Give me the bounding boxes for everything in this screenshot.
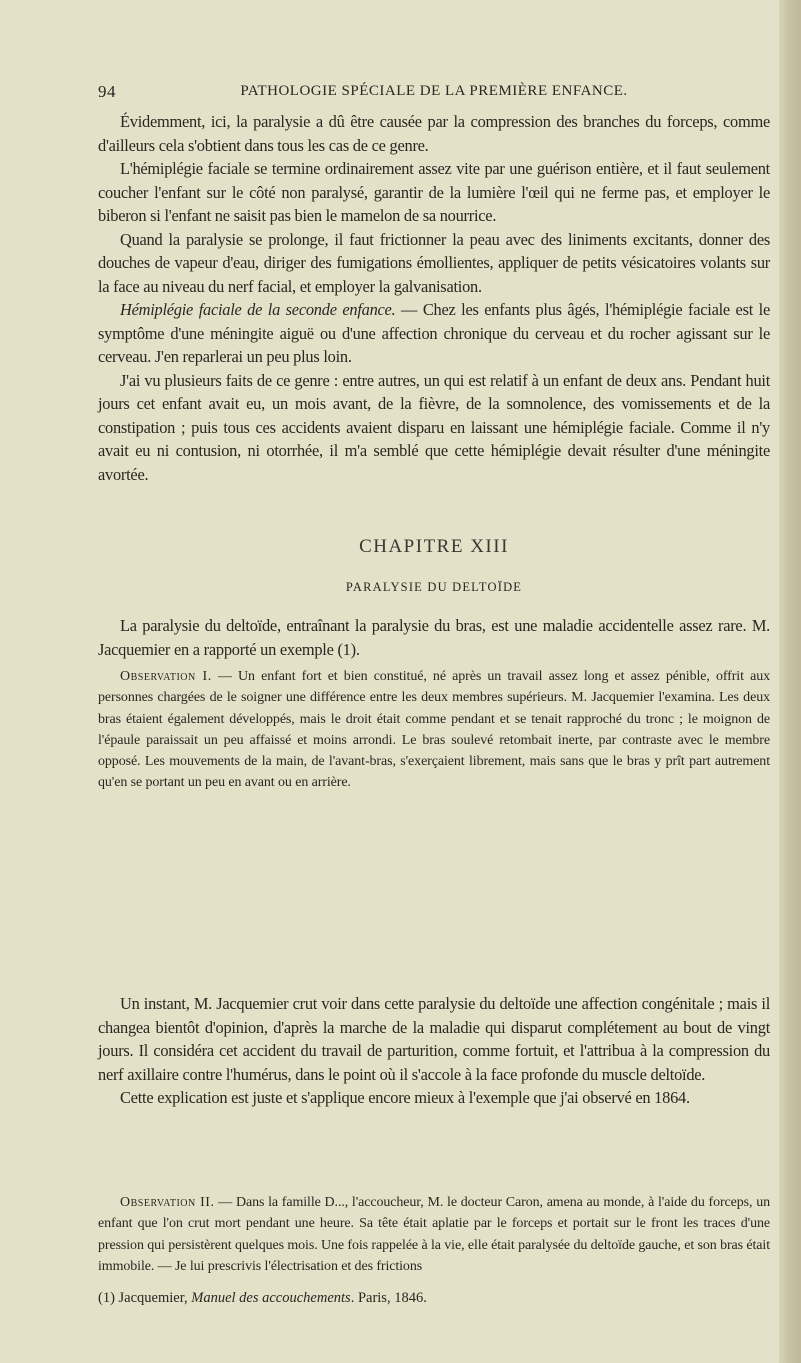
paragraph: Quand la paralysie se prolonge, il faut frictionner la peau avec des liniments excitants, donner des douches de vapeur d'eau, diriger des fumigations émollientes, appliquer de petits vésicatoires volants sur la face au niveau du nerf facial, et employer la galvanisation.	[98, 229, 770, 296]
section-heading: Hémiplégie faciale de la seconde enfance.	[120, 300, 396, 319]
chapter-title: CHAPITRE XIII	[359, 536, 509, 557]
observation-1: Observation I. — Un enfant fort et bien constitué, né après un travail assez long et assez pénible, offrit aux personnes chargées de le soigner une différence entre les deux membres supérieurs. M. Jacquemier l'examina. Les deux bras étaient également développés, mais le droit était comme pendant et se tenait rapproché du tronc ; le moignon de l'épaule paraissait un peu affaissé et moins arrondi. Le bras soulevé retombait inerte, par contraste avec le membre opposé. Les mouvements de la main, de l'avant-bras, s'exerçaient librement, mais sans que le bras y prît part autrement qu'en se portant un peu en avant ou en arrière.	[98, 669, 770, 791]
paragraph: Évidemment, ici, la paralysie a dû être causée par la compression des branches du forceps, comme d'ailleurs cela s'obtient dans tous les cas de ce genre.	[98, 112, 770, 155]
top-paragraphs	[98, 110, 770, 486]
paragraph: Cette explication est juste et s'applique encore mieux à l'exemple que j'ai observé en 1864.	[120, 1088, 690, 1107]
paragraph: L'hémiplégie faciale se termine ordinairement assez vite par une guérison entière, et il faut seulement coucher l'enfant sur le côté non paralysé, garantir de la lumière l'œil qui ne ferme pas, et employer le biberon si l'enfant ne saisit pas bien le mamelon de sa nourrice.	[98, 159, 770, 225]
footnote: (1) Jacquemier, Manuel des accouchements. Paris, 1846.	[98, 1290, 427, 1306]
observation-label: Observation I.	[120, 669, 212, 684]
page-edge	[779, 0, 801, 1363]
paragraph: Un instant, M. Jacquemier crut voir dans cette paralysie du deltoïde une affection congénitale ; mais il changea bientôt d'opinion, d'après la marche de la maladie qui disparut complétement au bout de vingt jours. Il considéra cet accident du travail de parturition, comme fortuit, et l'attribua à la compression du nerf axillaire contre l'humérus, dans le point où il s'accole à la face profonde du muscle deltoïde.	[98, 994, 770, 1084]
intro-section	[98, 614, 770, 661]
page-number: 94	[98, 82, 116, 101]
footnote-title: Manuel des accouchements	[191, 1290, 351, 1306]
paragraph: J'ai vu plusieurs faits de ce genre : entre autres, un qui est relatif à un enfant de deux ans. Pendant huit jours cet enfant avait eu, un mois avant, de la fièvre, de la somnolence, des vomissements et de la constipation ; puis tous ces accidents avaient disparu en laissant une hémiplégie faciale. Comme il n'y avait eu ni contusion, ni otorrhée, il m'a semblé que cette hémiplégie devait résulter d'une méningite avortée.	[98, 370, 770, 484]
running-title: PATHOLOGIE SPÉCIALE DE LA PREMIÈRE ENFANCE.	[240, 83, 628, 99]
observation-label: Observation II.	[120, 1195, 215, 1210]
paragraph-second-childhood: Hémiplégie faciale de la seconde enfance. — Chez les enfants plus âgés, l'hémiplégie faciale est le symptôme d'une méningite aiguë ou d'une affection chronique du cerveau et du rocher agissant sur le cerveau. J'en reparlerai un peu plus loin.	[98, 300, 770, 366]
chapter-subtitle: PARALYSIE DU DELTOÏDE	[345, 580, 523, 594]
running-header	[98, 82, 770, 106]
observation-2: Observation II. — Dans la famille D..., l'accoucheur, M. le docteur Caron, amena au monde, à l'aide du forceps, un enfant que l'on crut mort pendant une heure. Sa tête était aplatie par le forceps et portait sur le front les traces d'une pression qui persistèrent quelques mois. Une fois rappelée à la vie, elle était paralysée du deltoïde gauche, et son bras était immobile. — Je lui prescrivis l'électrisation et des frictions	[98, 1195, 770, 1274]
middle-paragraphs	[98, 992, 770, 1110]
paragraph: La paralysie du deltoïde, entraînant la paralysie du bras, est une maladie accidentelle assez rare. M. Jacquemier en a rapporté un exemple (1).	[98, 616, 770, 659]
